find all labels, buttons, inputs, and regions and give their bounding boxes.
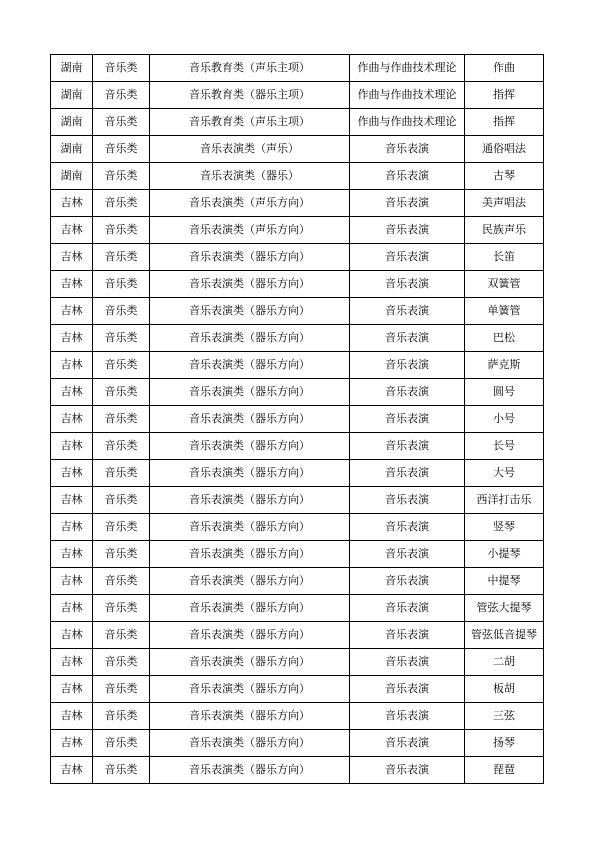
exam-type-cell: 音乐表演类（声乐） <box>150 136 350 163</box>
category-cell: 音乐类 <box>93 190 150 217</box>
exam-type-cell: 音乐表演类（器乐） <box>150 163 350 190</box>
exam-type-cell: 音乐表演类（器乐方向） <box>150 325 350 352</box>
major-cell: 音乐表演 <box>350 136 465 163</box>
exam-type-cell: 音乐表演类（器乐方向） <box>150 568 350 595</box>
major-cell: 音乐表演 <box>350 217 465 244</box>
specialty-cell: 小号 <box>465 406 544 433</box>
category-cell: 音乐类 <box>93 136 150 163</box>
province-cell: 吉林 <box>51 379 93 406</box>
exam-type-cell: 音乐表演类（器乐方向） <box>150 541 350 568</box>
exam-type-cell: 音乐表演类（器乐方向） <box>150 433 350 460</box>
province-cell: 吉林 <box>51 703 93 730</box>
exam-type-cell: 音乐表演类（器乐方向） <box>150 649 350 676</box>
table-row <box>51 325 544 352</box>
table-row <box>51 595 544 622</box>
specialty-cell: 萨克斯 <box>465 352 544 379</box>
specialty-cell: 长号 <box>465 433 544 460</box>
major-cell: 音乐表演 <box>350 541 465 568</box>
category-cell: 音乐类 <box>93 730 150 757</box>
category-cell: 音乐类 <box>93 406 150 433</box>
category-cell: 音乐类 <box>93 379 150 406</box>
category-cell: 音乐类 <box>93 460 150 487</box>
province-cell: 吉林 <box>51 514 93 541</box>
table-row <box>51 649 544 676</box>
specialty-cell: 古琴 <box>465 163 544 190</box>
province-cell: 湖南 <box>51 136 93 163</box>
category-cell: 音乐类 <box>93 244 150 271</box>
province-cell: 吉林 <box>51 541 93 568</box>
table-row <box>51 271 544 298</box>
province-cell: 吉林 <box>51 460 93 487</box>
specialty-cell: 中提琴 <box>465 568 544 595</box>
category-cell: 音乐类 <box>93 325 150 352</box>
specialty-cell: 竖琴 <box>465 514 544 541</box>
province-cell: 吉林 <box>51 757 93 784</box>
major-cell: 作曲与作曲技术理论 <box>350 109 465 136</box>
exam-type-cell: 音乐表演类（器乐方向） <box>150 595 350 622</box>
exam-type-cell: 音乐表演类（器乐方向） <box>150 379 350 406</box>
exam-type-cell: 音乐表演类（器乐方向） <box>150 622 350 649</box>
province-cell: 吉林 <box>51 325 93 352</box>
table-row <box>51 703 544 730</box>
table-row <box>51 217 544 244</box>
province-cell: 吉林 <box>51 595 93 622</box>
province-cell: 吉林 <box>51 622 93 649</box>
specialty-cell: 琵琶 <box>465 757 544 784</box>
major-cell: 音乐表演 <box>350 163 465 190</box>
specialty-cell: 民族声乐 <box>465 217 544 244</box>
major-cell: 音乐表演 <box>350 352 465 379</box>
table-row <box>51 568 544 595</box>
exam-type-cell: 音乐表演类（声乐方向） <box>150 217 350 244</box>
category-cell: 音乐类 <box>93 595 150 622</box>
table-row <box>51 433 544 460</box>
table-body <box>51 55 544 784</box>
province-cell: 吉林 <box>51 217 93 244</box>
major-cell: 音乐表演 <box>350 730 465 757</box>
table-row <box>51 352 544 379</box>
exam-type-cell: 音乐表演类（器乐方向） <box>150 298 350 325</box>
category-cell: 音乐类 <box>93 55 150 82</box>
category-cell: 音乐类 <box>93 82 150 109</box>
exam-type-cell: 音乐表演类（器乐方向） <box>150 244 350 271</box>
specialty-cell: 大号 <box>465 460 544 487</box>
category-cell: 音乐类 <box>93 568 150 595</box>
province-cell: 吉林 <box>51 352 93 379</box>
exam-type-cell: 音乐表演类（声乐方向） <box>150 190 350 217</box>
province-cell: 湖南 <box>51 55 93 82</box>
specialty-cell: 巴松 <box>465 325 544 352</box>
exam-type-cell: 音乐表演类（器乐方向） <box>150 730 350 757</box>
specialty-cell: 通俗唱法 <box>465 136 544 163</box>
exam-type-cell: 音乐教育类（声乐主项） <box>150 55 350 82</box>
province-cell: 吉林 <box>51 190 93 217</box>
exam-type-cell: 音乐表演类（器乐方向） <box>150 352 350 379</box>
category-cell: 音乐类 <box>93 109 150 136</box>
admissions-table <box>50 54 544 784</box>
specialty-cell: 管弦低音提琴 <box>465 622 544 649</box>
specialty-cell: 作曲 <box>465 55 544 82</box>
province-cell: 吉林 <box>51 730 93 757</box>
specialty-cell: 指挥 <box>465 82 544 109</box>
specialty-cell: 圆号 <box>465 379 544 406</box>
category-cell: 音乐类 <box>93 298 150 325</box>
specialty-cell: 单簧管 <box>465 298 544 325</box>
exam-type-cell: 音乐表演类（器乐方向） <box>150 514 350 541</box>
category-cell: 音乐类 <box>93 433 150 460</box>
table-row <box>51 757 544 784</box>
major-cell: 作曲与作曲技术理论 <box>350 82 465 109</box>
category-cell: 音乐类 <box>93 163 150 190</box>
exam-type-cell: 音乐表演类（器乐方向） <box>150 271 350 298</box>
province-cell: 吉林 <box>51 568 93 595</box>
province-cell: 吉林 <box>51 298 93 325</box>
specialty-cell: 长笛 <box>465 244 544 271</box>
province-cell: 吉林 <box>51 433 93 460</box>
major-cell: 音乐表演 <box>350 406 465 433</box>
table-row <box>51 190 544 217</box>
major-cell: 音乐表演 <box>350 244 465 271</box>
table-row <box>51 379 544 406</box>
province-cell: 吉林 <box>51 487 93 514</box>
exam-type-cell: 音乐表演类（器乐方向） <box>150 676 350 703</box>
exam-type-cell: 音乐表演类（器乐方向） <box>150 757 350 784</box>
province-cell: 吉林 <box>51 649 93 676</box>
exam-type-cell: 音乐表演类（器乐方向） <box>150 460 350 487</box>
exam-type-cell: 音乐教育类（声乐主项） <box>150 109 350 136</box>
category-cell: 音乐类 <box>93 487 150 514</box>
province-cell: 湖南 <box>51 82 93 109</box>
table-row <box>51 55 544 82</box>
table-row <box>51 109 544 136</box>
specialty-cell: 指挥 <box>465 109 544 136</box>
category-cell: 音乐类 <box>93 703 150 730</box>
exam-type-cell: 音乐表演类（器乐方向） <box>150 406 350 433</box>
major-cell: 音乐表演 <box>350 190 465 217</box>
category-cell: 音乐类 <box>93 514 150 541</box>
table-row <box>51 244 544 271</box>
category-cell: 音乐类 <box>93 352 150 379</box>
category-cell: 音乐类 <box>93 217 150 244</box>
category-cell: 音乐类 <box>93 649 150 676</box>
province-cell: 湖南 <box>51 109 93 136</box>
table-row <box>51 406 544 433</box>
table-row <box>51 622 544 649</box>
province-cell: 吉林 <box>51 406 93 433</box>
table-row <box>51 460 544 487</box>
table-row <box>51 136 544 163</box>
specialty-cell: 西洋打击乐 <box>465 487 544 514</box>
major-cell: 音乐表演 <box>350 271 465 298</box>
exam-type-cell: 音乐表演类（器乐方向） <box>150 487 350 514</box>
specialty-cell: 二胡 <box>465 649 544 676</box>
category-cell: 音乐类 <box>93 757 150 784</box>
province-cell: 吉林 <box>51 676 93 703</box>
major-cell: 音乐表演 <box>350 487 465 514</box>
major-cell: 音乐表演 <box>350 595 465 622</box>
major-cell: 音乐表演 <box>350 649 465 676</box>
specialty-cell: 小提琴 <box>465 541 544 568</box>
major-cell: 音乐表演 <box>350 379 465 406</box>
major-cell: 作曲与作曲技术理论 <box>350 55 465 82</box>
province-cell: 吉林 <box>51 244 93 271</box>
major-cell: 音乐表演 <box>350 703 465 730</box>
major-cell: 音乐表演 <box>350 568 465 595</box>
category-cell: 音乐类 <box>93 622 150 649</box>
specialty-cell: 管弦大提琴 <box>465 595 544 622</box>
exam-type-cell: 音乐表演类（器乐方向） <box>150 703 350 730</box>
specialty-cell: 板胡 <box>465 676 544 703</box>
major-cell: 音乐表演 <box>350 757 465 784</box>
major-cell: 音乐表演 <box>350 622 465 649</box>
specialty-cell: 扬琴 <box>465 730 544 757</box>
category-cell: 音乐类 <box>93 676 150 703</box>
category-cell: 音乐类 <box>93 541 150 568</box>
major-cell: 音乐表演 <box>350 460 465 487</box>
table-row <box>51 730 544 757</box>
major-cell: 音乐表演 <box>350 325 465 352</box>
specialty-cell: 三弦 <box>465 703 544 730</box>
table-row <box>51 163 544 190</box>
table-row <box>51 541 544 568</box>
table-row <box>51 676 544 703</box>
category-cell: 音乐类 <box>93 271 150 298</box>
major-cell: 音乐表演 <box>350 433 465 460</box>
major-cell: 音乐表演 <box>350 514 465 541</box>
province-cell: 吉林 <box>51 271 93 298</box>
table-row <box>51 298 544 325</box>
major-cell: 音乐表演 <box>350 676 465 703</box>
major-cell: 音乐表演 <box>350 298 465 325</box>
specialty-cell: 美声唱法 <box>465 190 544 217</box>
table-row <box>51 487 544 514</box>
specialty-cell: 双簧管 <box>465 271 544 298</box>
exam-type-cell: 音乐教育类（器乐主项） <box>150 82 350 109</box>
table-row <box>51 82 544 109</box>
table-row <box>51 514 544 541</box>
province-cell: 湖南 <box>51 163 93 190</box>
